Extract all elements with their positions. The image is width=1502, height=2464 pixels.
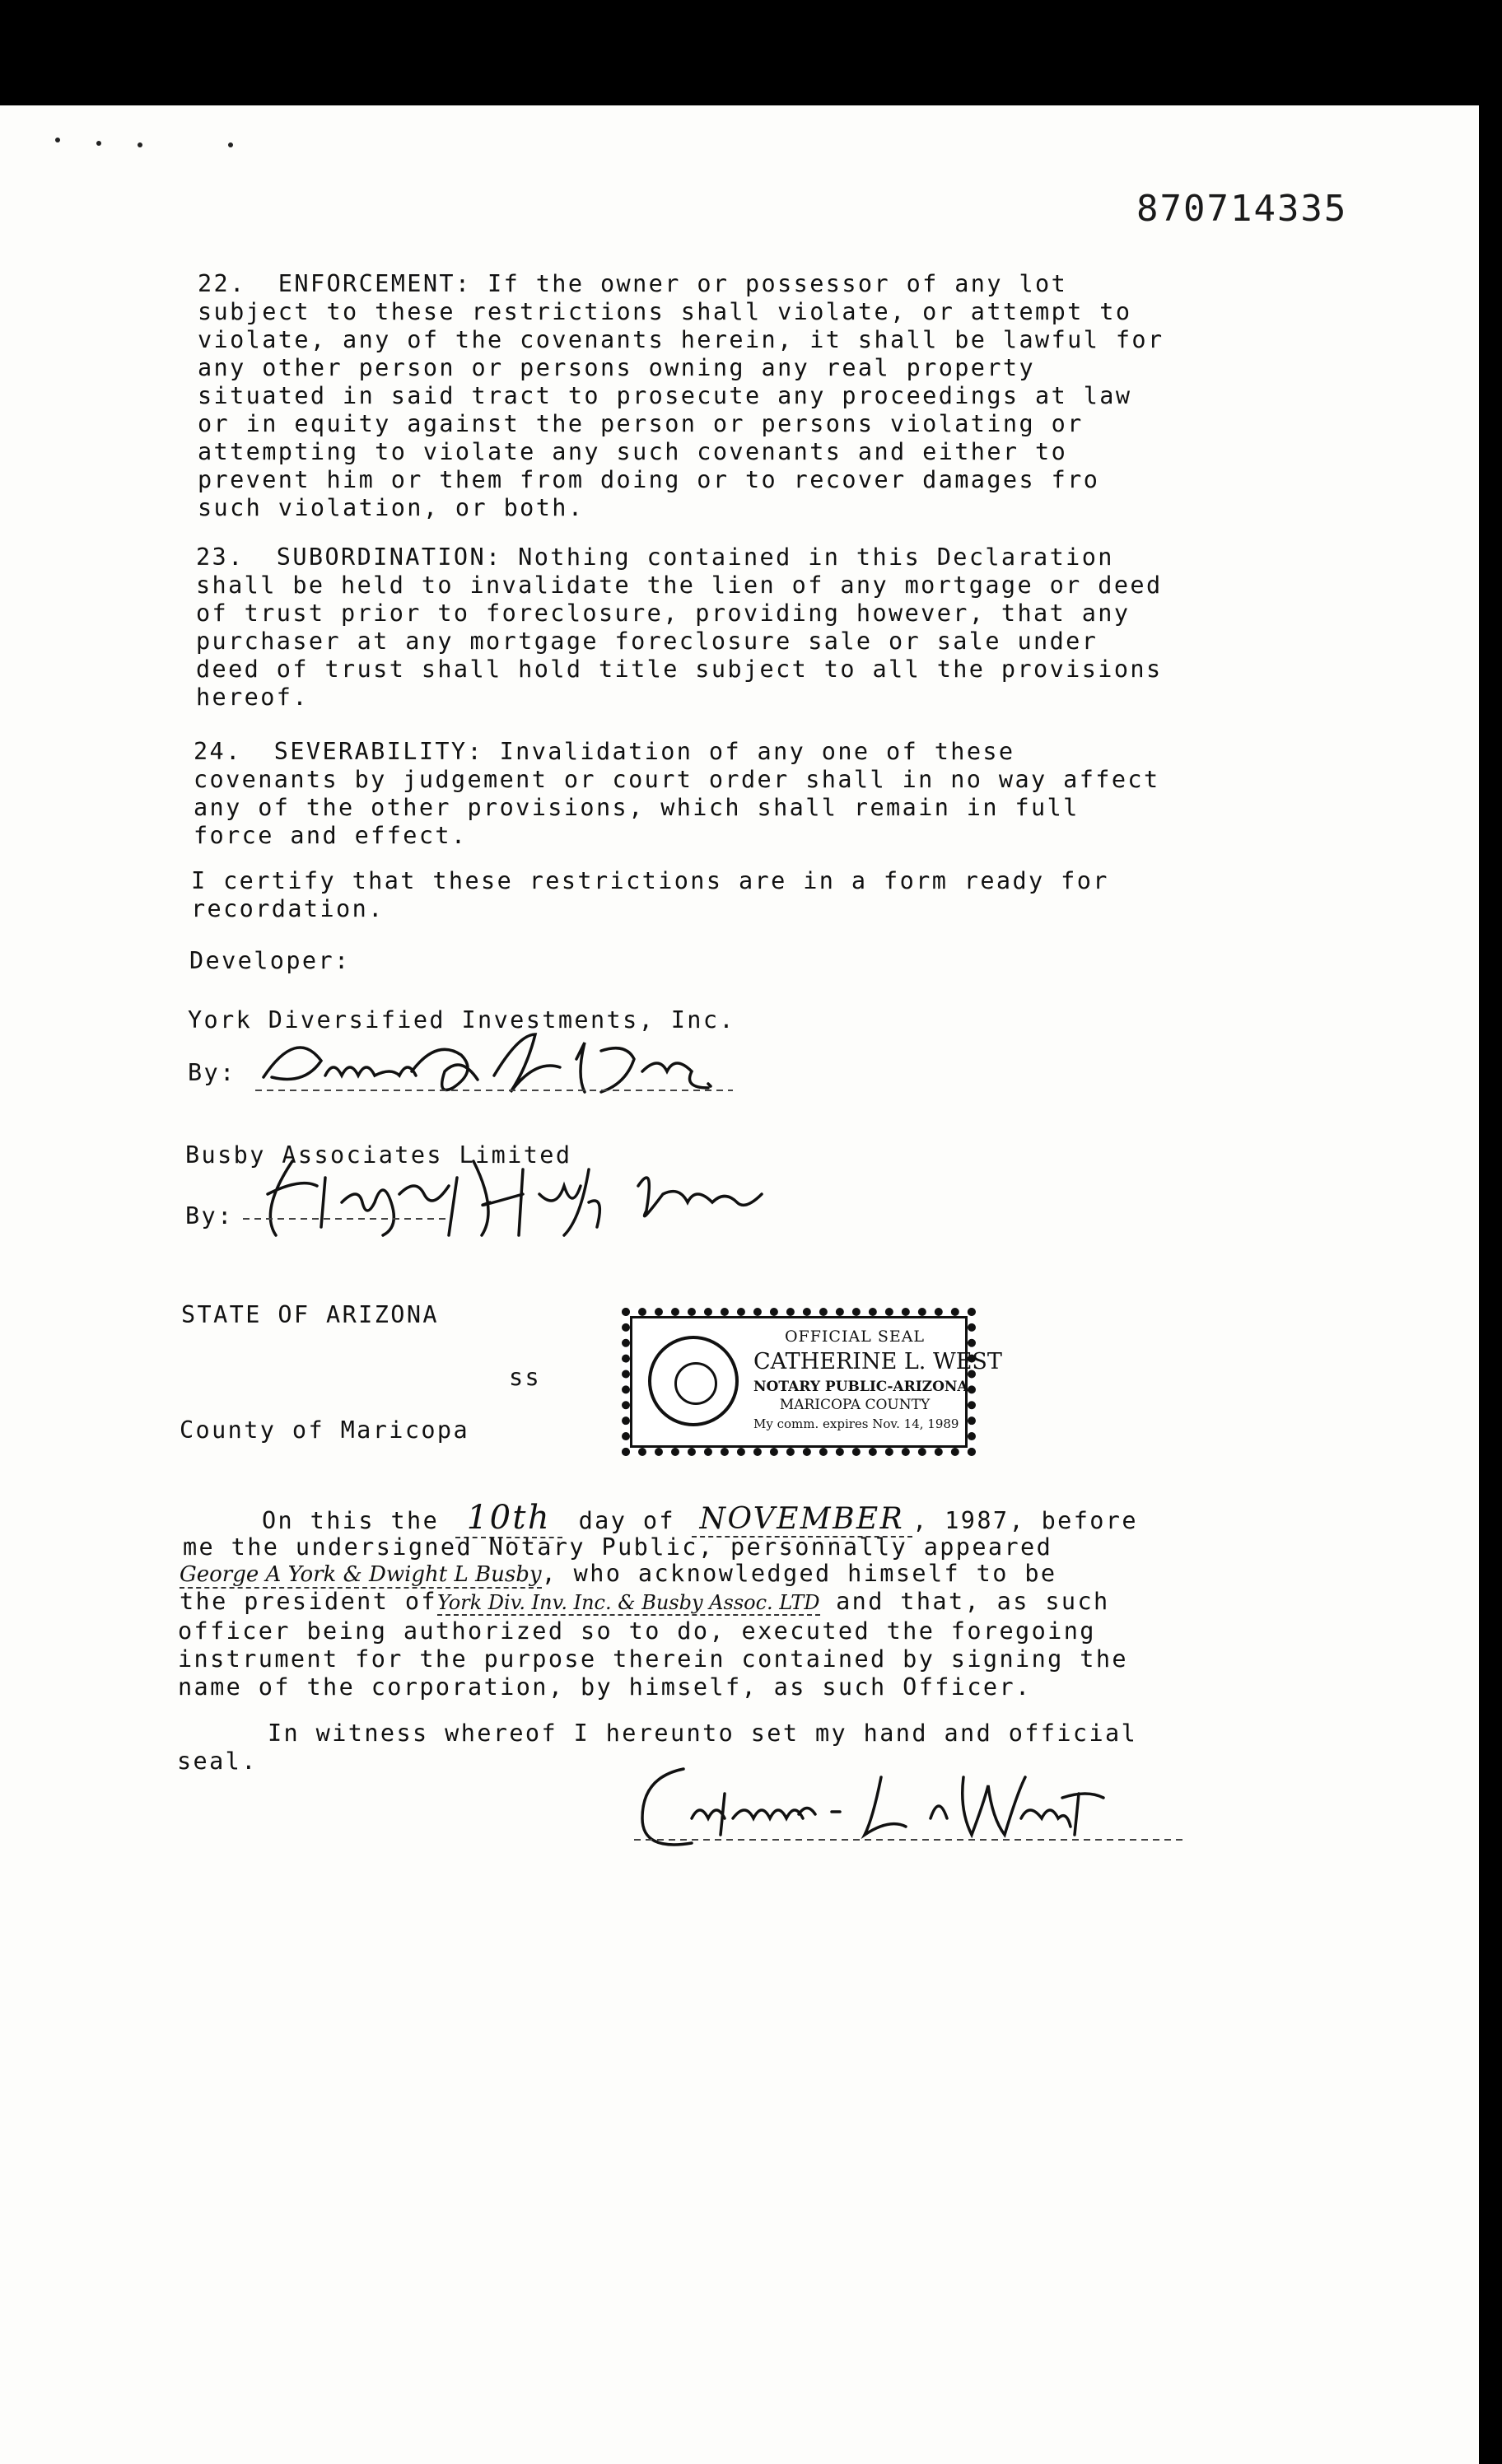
county-label: County of Maricopa [180,1416,470,1444]
ack-rest: officer being authorized so to do, executed the foregoing instrument for the purpose therein contained by signing the name of the corporation, by himself, as such Officer. [178,1617,1128,1701]
ack-acknowledged: , who acknowledged himself to be [541,1560,1057,1587]
ack-president-of: the president of [180,1588,437,1615]
by-label-2: By: [185,1202,234,1230]
ack-and-that: and that, as such [836,1588,1110,1615]
section-23-heading: 23. SUBORDINATION: [196,544,502,571]
seal-notary-title: NOTARY PUBLIC-ARIZONA [753,1379,968,1395]
notary-official-seal [622,1308,1002,1456]
seal-county: MARICOPA COUNTY [779,1397,931,1413]
by-label-1: By: [188,1059,236,1086]
ack-company-names: York Div. Inv. Inc. & Busby Assoc. LTD [436,1591,820,1614]
seal-notary-name: CATHERINE L. WEST [753,1349,1002,1374]
ack-day: 10th [455,1499,562,1538]
section-22-text: If the owner or possessor of any lot subject to these restrictions shall violate, or attempt to violate, any of the covenants herein, it shall be lawful for any other person or persons owning any real property situated in said tract to prosecute any proceedings at law or in equity against the person or persons violating or attempting to violate any such covenants and either to prevent him or them from doing or to recover damages fro such violation, or both. [198,270,1164,521]
ack-line-2: me the undersigned Notary Public, personnally appeared [183,1533,1053,1561]
signature-york [247,1026,741,1117]
section-24-text: Invalidation of any one of these covenants by judgement or court order shall in no way affect any of the other provisions, which shall remain in full force and effect. [194,738,1160,849]
ss-label: ss [509,1364,542,1391]
signature-line-1 [188,1059,236,1086]
witness-statement: In witness whereof I hereunto set my hand and official seal. [177,1720,1138,1775]
section-22 [198,270,1164,522]
arizona-seal-icon [648,1336,739,1426]
notary-signature [634,1752,1194,1860]
state-label: STATE OF ARIZONA [181,1301,439,1328]
section-23-text: Nothing contained in this Declaration shall be held to invalidate the lien of any mortgage or deed of trust prior to foreclosure, providing however, that any purchaser at any mortgage foreclosure sale or sale under deed of trust shall hold title subject to all the provisions hereof. [196,544,1163,711]
ack-line-3 [180,1560,1057,1587]
ack-on-this: On this the [262,1507,440,1534]
scan-specks [49,130,264,155]
document-number: 870714335 [1136,188,1348,230]
ack-year: , 1987, before [912,1507,1138,1534]
signature-busby [243,1145,786,1252]
section-22-heading: 22. ENFORCEMENT: [198,270,472,297]
signature-line-2 [185,1202,234,1230]
ack-day-of: day of [578,1507,675,1534]
company-york: York Diversified Investments, Inc. [188,1006,735,1034]
developer-label: Developer: [189,947,351,974]
seal-commission-expiry: My comm. expires Nov. 14, 1989 [753,1416,959,1431]
company-busby: Busby Associates Limited [185,1141,572,1169]
section-23 [196,544,1163,712]
section-24-heading: 24. SEVERABILITY: [194,738,484,765]
ack-appearing-names: George A York & Dwight L Busby [180,1562,542,1587]
seal-line-official: OFFICIAL SEAL [784,1328,926,1346]
document-page [0,105,1479,2464]
ack-month: NOVEMBER [692,1502,913,1538]
ack-line-1 [262,1499,1138,1537]
section-24 [194,738,1160,850]
certify-statement: I certify that these restrictions are in a form ready for recordation. [191,867,1109,922]
ack-line-4 [180,1588,1110,1615]
